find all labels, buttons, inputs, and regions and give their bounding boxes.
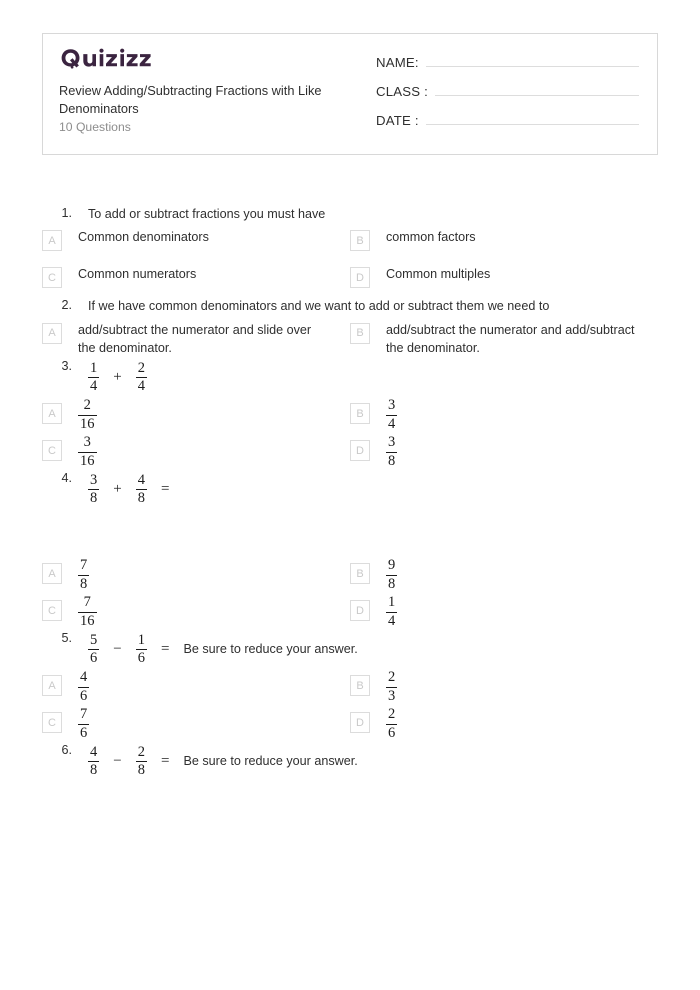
fraction-denominator: 16: [80, 612, 95, 629]
fraction-denominator: 4: [388, 415, 396, 432]
fraction-denominator: 8: [388, 575, 396, 592]
option-letter-box[interactable]: D: [350, 267, 370, 288]
option-fraction: [386, 595, 397, 628]
option-fraction: [386, 435, 397, 468]
fraction-denominator: 16: [80, 415, 95, 432]
answer-option-b[interactable]: [350, 556, 658, 593]
question-expression: [88, 630, 358, 668]
fraction-numerator: 3: [90, 471, 98, 488]
option-fraction-value: [78, 398, 97, 431]
fraction-numerator: 1: [90, 359, 98, 376]
fraction-numerator: 2: [388, 706, 396, 723]
answer-option-b[interactable]: [350, 396, 658, 433]
math-operator: −: [113, 640, 122, 657]
option-fraction: [78, 595, 97, 628]
answer-option-a[interactable]: [42, 396, 350, 433]
option-letter-box[interactable]: A: [42, 230, 62, 251]
question-number: 2.: [61, 298, 72, 313]
answer-option-b[interactable]: [350, 668, 658, 705]
name-field-label: NAME:: [376, 55, 419, 70]
question-list: [0, 205, 700, 780]
fraction-denominator: 6: [388, 724, 396, 741]
option-letter-box[interactable]: A: [42, 323, 62, 344]
option-fraction-value: [386, 707, 397, 740]
header-fields-column: [368, 34, 657, 154]
fraction-numerator: 5: [90, 631, 98, 648]
option-fraction: [386, 398, 397, 431]
math-operator: −: [113, 752, 122, 769]
option-letter-box[interactable]: D: [350, 440, 370, 461]
answer-options: [0, 396, 700, 470]
option-fraction: [78, 670, 89, 703]
question-number: 6.: [61, 743, 72, 758]
name-field-row: [376, 55, 639, 70]
option-letter-box[interactable]: B: [350, 563, 370, 584]
question-expression: [88, 742, 358, 780]
class-field-input[interactable]: [435, 95, 639, 96]
option-fraction: [78, 435, 97, 468]
answer-option-c[interactable]: [42, 593, 350, 630]
option-text: Common multiples: [386, 267, 491, 282]
expression-fraction: [136, 745, 147, 778]
expression-fraction: [136, 633, 147, 666]
fraction-denominator: 8: [388, 452, 396, 469]
question-stem: [0, 205, 700, 223]
question: [0, 297, 700, 358]
question-stem: [0, 630, 700, 668]
question-note: Be sure to reduce your answer.: [183, 642, 358, 657]
option-fraction-value: [78, 707, 89, 740]
question: [0, 205, 700, 297]
question-stem: [0, 358, 700, 396]
fraction-numerator: 9: [388, 557, 396, 574]
option-letter-box[interactable]: A: [42, 675, 62, 696]
expression-fraction: [136, 473, 147, 506]
answer-options: [0, 316, 700, 359]
answer-option-c[interactable]: [42, 260, 350, 297]
question: [0, 742, 700, 780]
fraction-numerator: 4: [137, 471, 145, 488]
question: [0, 630, 700, 742]
option-letter-box[interactable]: B: [350, 230, 370, 251]
option-fraction-value: [386, 595, 397, 628]
fraction-numerator: 3: [388, 434, 396, 451]
worksheet-title: Review Adding/Subtracting Fractions with Like Denominators: [59, 83, 322, 117]
math-operator: +: [113, 368, 122, 385]
question-note: Be sure to reduce your answer.: [183, 754, 358, 769]
option-text: Common denominators: [78, 230, 209, 245]
answer-option-a[interactable]: [42, 316, 350, 359]
answer-option-d[interactable]: [350, 433, 658, 470]
question-number: 1.: [61, 206, 72, 220]
answer-option-b[interactable]: [350, 316, 658, 359]
fraction-denominator: 8: [90, 761, 98, 778]
math-operator: =: [160, 480, 170, 497]
option-fraction: [386, 670, 397, 703]
option-fraction: [386, 558, 397, 591]
option-fraction: [386, 707, 397, 740]
option-letter-box[interactable]: B: [350, 403, 370, 424]
fraction-denominator: 8: [90, 489, 98, 506]
header-left-column: [43, 34, 368, 154]
option-text: add/subtract the numerator and add/subtract the denominator.: [386, 322, 635, 356]
fraction-numerator: 4: [90, 743, 98, 760]
answer-option-a[interactable]: [42, 223, 350, 260]
question-prompt: To add or subtract fractions you must have: [88, 207, 326, 221]
fraction-denominator: 8: [137, 761, 145, 778]
fraction-numerator: 3: [388, 397, 396, 414]
expression-fraction: [88, 745, 99, 778]
fraction-numerator: 7: [80, 557, 88, 574]
option-letter-box[interactable]: C: [42, 440, 62, 461]
fraction-denominator: 4: [137, 377, 145, 394]
option-letter-box[interactable]: C: [42, 267, 62, 288]
work-space: [0, 508, 700, 556]
answer-option-a[interactable]: [42, 556, 350, 593]
fraction-numerator: 2: [83, 397, 91, 414]
fraction-numerator: 7: [80, 706, 88, 723]
question-expression: [88, 470, 169, 508]
fraction-numerator: 1: [137, 631, 145, 648]
fraction-numerator: 7: [83, 594, 91, 611]
option-fraction-value: [386, 435, 397, 468]
option-fraction-value: [386, 670, 397, 703]
quizizz-logo: [59, 48, 368, 69]
option-fraction-value: [78, 670, 89, 703]
answer-option-d[interactable]: [350, 260, 658, 297]
fraction-denominator: 6: [80, 687, 88, 704]
date-field-input[interactable]: [426, 124, 639, 125]
math-operator: =: [160, 752, 170, 769]
fraction-numerator: 2: [137, 359, 145, 376]
option-fraction-value: [78, 595, 97, 628]
fraction-denominator: 6: [80, 724, 88, 741]
class-field-row: [376, 84, 639, 99]
question: [0, 470, 700, 630]
expression-fraction: [88, 633, 99, 666]
expression-fraction: [88, 473, 99, 506]
expression-fraction: [88, 361, 99, 394]
question-expression: [88, 358, 147, 396]
worksheet-header: [42, 33, 658, 155]
option-fraction-value: [78, 435, 97, 468]
fraction-numerator: 1: [388, 594, 396, 611]
question: [0, 358, 700, 470]
option-fraction-value: [78, 558, 89, 591]
fraction-denominator: 16: [80, 452, 95, 469]
question-number: 4.: [61, 471, 72, 486]
option-letter-box[interactable]: D: [350, 712, 370, 733]
name-field-input[interactable]: [426, 66, 639, 67]
date-field-row: [376, 113, 639, 128]
question-count: 10 Questions: [59, 120, 131, 135]
question-number: 3.: [61, 359, 72, 374]
option-letter-box[interactable]: B: [350, 323, 370, 344]
option-text: add/subtract the numerator and slide over the denominator.: [78, 322, 312, 356]
option-letter-box[interactable]: D: [350, 600, 370, 621]
fraction-denominator: 3: [388, 687, 396, 704]
answer-options: [0, 223, 700, 297]
question-prompt: If we have common denominators and we want to add or subtract them we need to: [88, 299, 550, 314]
option-fraction-value: [386, 558, 397, 591]
fraction-denominator: 8: [137, 489, 145, 506]
option-letter-box[interactable]: C: [42, 600, 62, 621]
answer-option-d[interactable]: [350, 705, 658, 742]
fraction-denominator: 6: [137, 649, 145, 666]
answer-options: [0, 668, 700, 742]
question-number: 5.: [61, 631, 72, 646]
option-letter-box[interactable]: B: [350, 675, 370, 696]
answer-option-c[interactable]: [42, 433, 350, 470]
option-text: common factors: [386, 230, 476, 245]
answer-option-c[interactable]: [42, 705, 350, 742]
answer-option-b[interactable]: [350, 223, 658, 260]
question-stem: [0, 297, 700, 315]
class-field-label: CLASS :: [376, 84, 428, 99]
answer-options: [0, 556, 700, 630]
option-fraction: [78, 558, 89, 591]
fraction-numerator: 3: [83, 434, 91, 451]
question-stem: [0, 470, 700, 508]
answer-option-d[interactable]: [350, 593, 658, 630]
option-letter-box[interactable]: C: [42, 712, 62, 733]
option-text: Common numerators: [78, 267, 197, 282]
expression-fraction: [136, 361, 147, 394]
option-fraction: [78, 398, 97, 431]
option-fraction: [78, 707, 89, 740]
fraction-denominator: 6: [90, 649, 98, 666]
fraction-denominator: 4: [90, 377, 98, 394]
date-field-label: DATE :: [376, 113, 419, 128]
fraction-numerator: 2: [137, 743, 145, 760]
math-operator: +: [113, 480, 122, 497]
option-letter-box[interactable]: A: [42, 563, 62, 584]
math-operator: =: [160, 640, 170, 657]
fraction-denominator: 4: [388, 612, 396, 629]
fraction-numerator: 2: [388, 669, 396, 686]
question-stem: [0, 742, 700, 780]
option-letter-box[interactable]: A: [42, 403, 62, 424]
answer-option-a[interactable]: [42, 668, 350, 705]
fraction-numerator: 4: [80, 669, 88, 686]
fraction-denominator: 8: [80, 575, 88, 592]
option-fraction-value: [386, 398, 397, 431]
